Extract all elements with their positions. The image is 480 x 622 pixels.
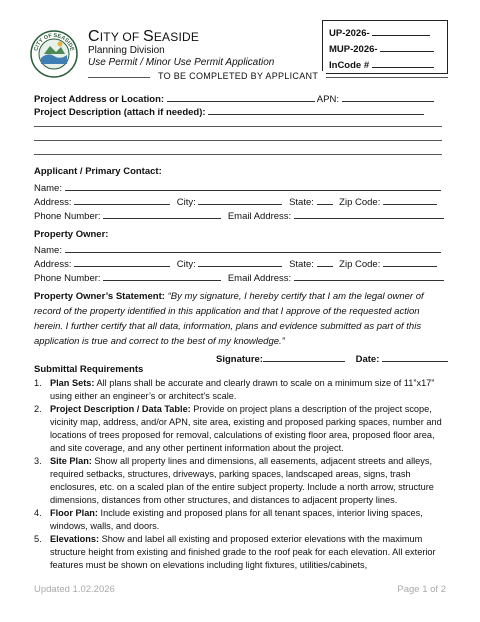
- signature-input[interactable]: [263, 351, 345, 362]
- owner-name-input[interactable]: [65, 242, 441, 253]
- description-line[interactable]: [34, 140, 442, 141]
- list-item: 2. Project Description / Data Table: Provide on project plans a description of the project scope, vicinity map, address, and/or APN, site area, existing and proposed parking spaces, number and locations of trees proposed for removal, calculations of existing floor area, proposed floor area, and site coverage, and any other pertinent information about the project.: [34, 404, 442, 453]
- owner-address-input[interactable]: [74, 256, 170, 267]
- list-item: 4. Floor Plan: Include existing and proposed plans for all tenant spaces, interior living spaces, windows, walls, and doors.: [34, 508, 423, 531]
- mup-number-field[interactable]: MUP-2026-: [329, 42, 434, 55]
- owner-state-input[interactable]: [317, 256, 333, 267]
- applicant-address-row: Address: City: State: Zip Code:: [34, 194, 437, 208]
- owner-heading: Property Owner:: [34, 229, 109, 240]
- up-number-field[interactable]: UP-2026-: [329, 26, 430, 39]
- applicant-name-row: Name:: [34, 180, 441, 194]
- applicant-zip-input[interactable]: [383, 194, 437, 205]
- list-item: 5. Elevations: Show and label all existing and proposed exterior elevations with the maximum structure height from existing and finished grade to the roof peak for each elevation. All exterior features must be shown on elevations including light fixtures, utilities/cabinets,: [34, 534, 436, 570]
- owner-contact-row: Phone Number: Email Address:: [34, 270, 444, 284]
- project-address-row: Project Address or Location: APN:: [34, 91, 434, 105]
- applicant-address-input[interactable]: [74, 194, 170, 205]
- submittal-heading: Submittal Requirements: [34, 364, 144, 375]
- application-title: Use Permit / Minor Use Permit Application: [88, 57, 275, 68]
- page-number: Page 1 of 2: [397, 584, 446, 595]
- submittal-list: [34, 377, 446, 572]
- applicant-email-input[interactable]: [294, 208, 444, 219]
- owner-address-row: Address: City: State: Zip Code:: [34, 256, 437, 270]
- owner-email-input[interactable]: [294, 270, 444, 281]
- office-use-code-box: [322, 20, 448, 74]
- division-name: Planning Division: [88, 45, 165, 56]
- svg-text:CITY OF SEASIDE: CITY OF SEASIDE: [33, 32, 75, 52]
- applicant-contact-row: Phone Number: Email Address:: [34, 208, 444, 222]
- city-seal-logo: [30, 30, 78, 78]
- applicant-city-input[interactable]: [198, 194, 282, 205]
- applicant-phone-input[interactable]: [103, 208, 221, 219]
- owner-city-input[interactable]: [198, 256, 282, 267]
- list-item: 1. Plan Sets: All plans shall be accurate and clearly drawn to scale on a minimum size of 11”x17” using either an engineer’s or architect’s scale.: [34, 378, 435, 401]
- apn-input[interactable]: [342, 91, 434, 102]
- city-name: CITY OF SEASIDE: [88, 28, 200, 45]
- owner-statement: Property Owner’s Statement: “By my signature, I hereby certify that I am the legal owner of record of the property identified in this application and that I approve of the requested action herein. I further certify that all data, information, plans and evidence submitted as part of this application is true and correct to the best of my knowledge.”: [34, 291, 424, 347]
- owner-phone-input[interactable]: [103, 270, 221, 281]
- owner-zip-input[interactable]: [383, 256, 437, 267]
- applicant-heading: Applicant / Primary Contact:: [34, 166, 162, 177]
- incode-field[interactable]: InCode #: [329, 58, 434, 71]
- date-input[interactable]: [382, 351, 448, 362]
- owner-name-row: Name:: [34, 242, 441, 256]
- project-description-row: Project Description (attach if needed):: [34, 104, 424, 118]
- project-description-input[interactable]: [208, 104, 424, 115]
- project-address-input[interactable]: [167, 91, 315, 102]
- updated-date: Updated 1.02.2026: [34, 584, 115, 595]
- description-line[interactable]: [34, 126, 442, 127]
- applicant-state-input[interactable]: [317, 194, 333, 205]
- applicant-name-input[interactable]: [65, 180, 441, 191]
- list-item: 3. Site Plan: Show all property lines and dimensions, all easements, adjacent streets and alleys, required setbacks, structures, driveways, parking spaces, landscaped areas, signs, trash enclosures, etc. on a scaled plan of the entire subject property. Include a north arrow, structure dimensions, distances from other structures, and distances to adjacent property lines.: [34, 456, 434, 505]
- signature-row: Signature: Date:: [216, 351, 448, 365]
- description-line[interactable]: [34, 154, 442, 155]
- section-label: TO BE COMPLETED BY APPLICANT: [150, 71, 326, 81]
